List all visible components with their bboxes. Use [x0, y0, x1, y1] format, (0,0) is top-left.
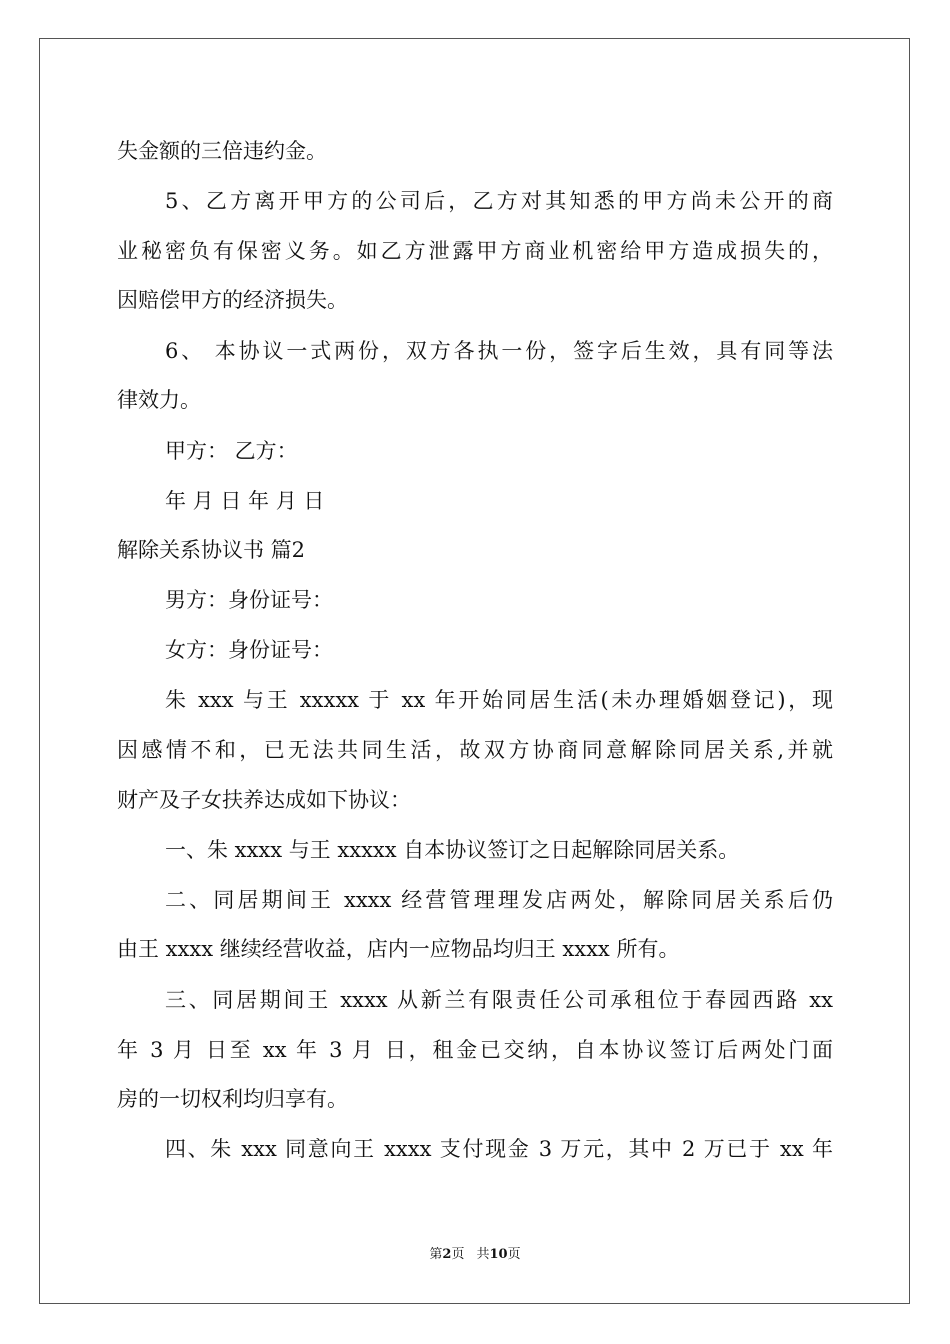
section-title: 解除关系协议书 篇2	[117, 538, 306, 562]
paragraph-line: 5、乙方离开甲方的公司后，乙方对其知悉的甲方尚未公开的商	[165, 189, 833, 213]
footer-total-prefix: 共	[476, 1247, 490, 1262]
paragraph-line: 一、朱 xxxx 与王 xxxxx 自本协议签订之日起解除同居关系。	[165, 838, 740, 862]
paragraph-line: 因感情不和，已无法共同生活，故双方协商同意解除同居关系,并就	[117, 738, 833, 762]
paragraph-line: 业秘密负有保密义务。如乙方泄露甲方商业机密给甲方造成损失的，	[117, 239, 833, 263]
paragraph-line: 律效力。	[117, 388, 201, 412]
date-line: 年 月 日 年 月 日	[165, 489, 325, 513]
footer-total-unit: 页	[507, 1247, 521, 1262]
paragraph-line: 由王 xxxx 继续经营收益，店内一应物品均归王 xxxx 所有。	[117, 937, 680, 961]
paragraph-line: 朱 xxx 与王 xxxxx 于 xx 年开始同居生活(未办理婚姻登记)，现	[165, 688, 833, 712]
paragraph-line: 四、朱 xxx 同意向王 xxxx 支付现金 3 万元，其中 2 万已于 xx 年	[165, 1137, 833, 1161]
footer-page-current: 2	[442, 1247, 452, 1262]
paragraph-line: 失金额的三倍违约金。	[117, 139, 327, 163]
paragraph-line: 年 3 月 日至 xx 年 3 月 日，租金已交纳，自本协议签订后两处门面	[117, 1038, 833, 1062]
footer-page-total: 10	[489, 1247, 508, 1262]
paragraph-line: 因赔偿甲方的经济损失。	[117, 288, 348, 312]
page-frame	[39, 38, 910, 1304]
paragraph-line: 6、 本协议一式两份，双方各执一份，签字后生效，具有同等法	[165, 339, 833, 363]
footer-page-prefix: 第	[429, 1247, 443, 1262]
paragraph-line: 房的一切权利均归享有。	[117, 1087, 348, 1111]
paragraph-line: 二、同居期间王 xxxx 经营管理理发店两处，解除同居关系后仍	[165, 888, 833, 912]
paragraph-line: 三、同居期间王 xxxx 从新兰有限责任公司承租位于春园西路 xx	[165, 988, 833, 1012]
signature-line: 甲方： 乙方：	[165, 439, 298, 463]
party-line: 女方：身份证号：	[165, 638, 333, 662]
footer-page-unit: 页	[451, 1247, 465, 1262]
page-footer	[0, 1246, 950, 1264]
paragraph-line: 财产及子女扶养达成如下协议：	[117, 788, 411, 812]
party-line: 男方：身份证号：	[165, 588, 333, 612]
